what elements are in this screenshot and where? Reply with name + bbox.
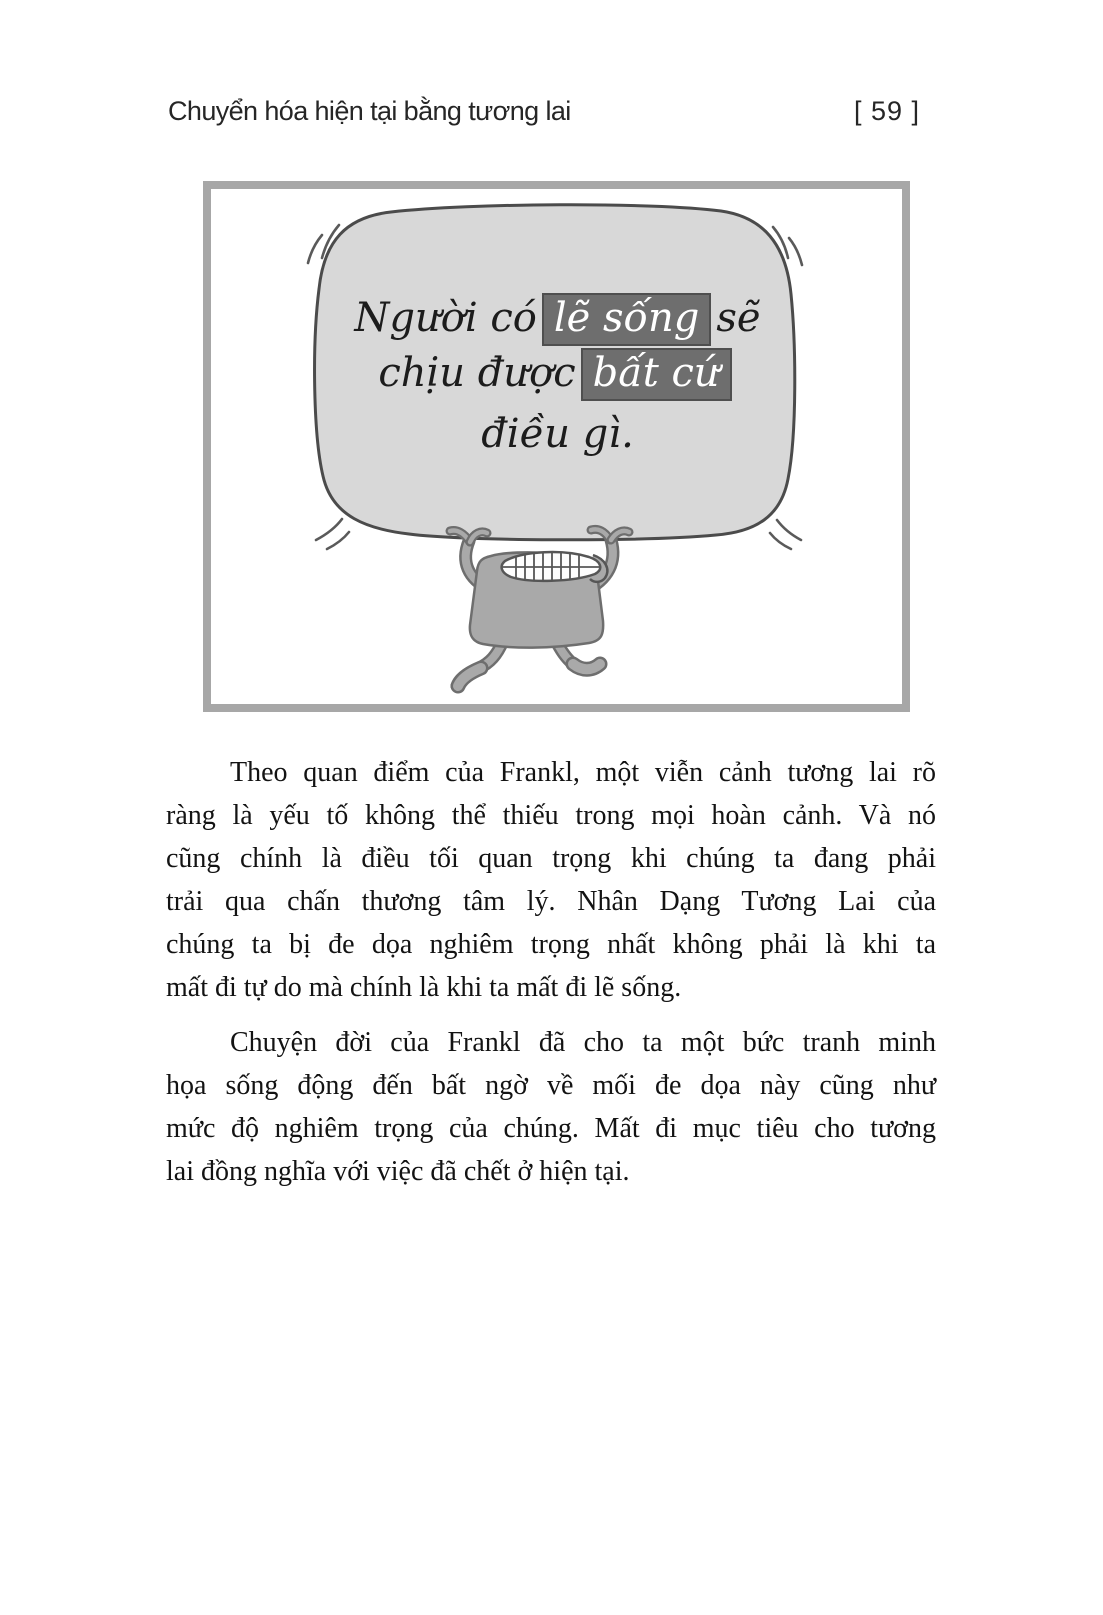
- sign-highlight-le-song: lẽ sống: [542, 293, 712, 346]
- sign-text-segment: sẽ: [716, 295, 761, 341]
- paragraph1-line: cũng chính là điều tối quan trọng khi chúng ta đang phải: [166, 843, 936, 874]
- blob-character: [450, 529, 629, 686]
- figure-frame: [203, 181, 910, 712]
- paragraph1-line: chúng ta bị đe dọa nghiêm trọng nhất không phải là khi ta: [166, 929, 936, 960]
- paragraph1-line: ràng là yếu tố không thể thiếu trong mọi hoàn cảnh. Và nó: [166, 800, 936, 831]
- sign-text-segment: Người có: [354, 295, 537, 341]
- sign-line-2: [315, 348, 800, 401]
- paragraph1-line: trải qua chấn thương tâm lý. Nhân Dạng Tương Lai của: [166, 886, 936, 917]
- paragraph2-line: Chuyện đời của Frankl đã cho ta một bức tranh minh: [230, 1027, 936, 1058]
- running-title: Chuyển hóa hiện tại bằng tương lai: [168, 96, 571, 126]
- sign-text-segment: chịu được: [378, 350, 576, 396]
- paragraph2-line: mức độ nghiêm trọng của chúng. Mất đi mục tiêu cho tương: [166, 1113, 936, 1144]
- paragraph1-line: Theo quan điểm của Frankl, một viễn cảnh tương lai rõ: [230, 757, 936, 788]
- page-number: [ 59 ]: [853, 96, 920, 126]
- paragraph2-line: họa sống động đến bất ngờ về mối đe dọa này cũng như: [166, 1070, 936, 1101]
- sign-line-1: [315, 293, 800, 346]
- sign-highlight-bat-cu: bất cứ: [581, 348, 732, 401]
- body-text: [166, 751, 936, 1193]
- paragraph2-line: lai đồng nghĩa với việc đã chết ở hiện tại.: [166, 1156, 630, 1187]
- sign-line-3: [315, 411, 800, 457]
- paragraph1-line: mất đi tự do mà chính là khi ta mất đi lẽ sống.: [166, 972, 682, 1003]
- sign-text-segment: điều gì.: [481, 411, 634, 457]
